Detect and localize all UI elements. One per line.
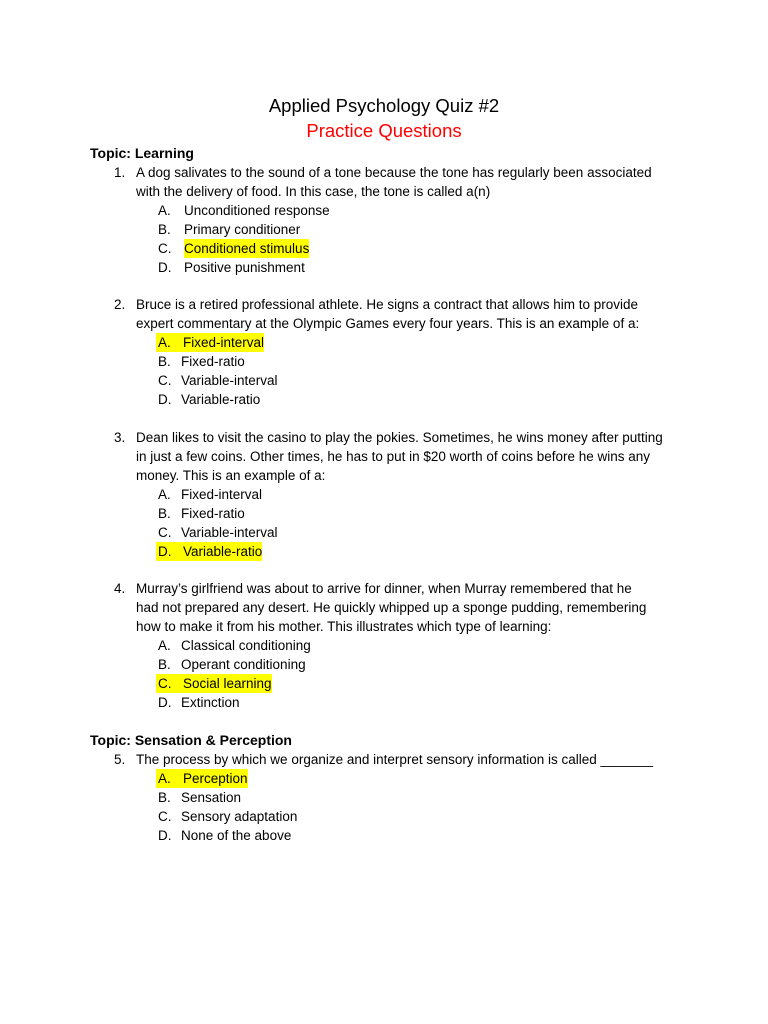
- option-c-correct: [0, 239, 768, 258]
- question-text-line: Dean likes to visit the casino to play the pokies. Sometimes, he wins money after putting: [136, 430, 663, 445]
- question-text-line: Bruce is a retired professional athlete. He signs a contract that allows him to provide: [136, 297, 638, 312]
- option-letter: D.: [158, 828, 172, 843]
- option-c-correct: [0, 674, 768, 693]
- question-text-line: in just a few coins. Other times, he has to put in $20 worth of coins before he wins any: [136, 449, 651, 464]
- question-text-line: money. This is an example of a:: [136, 468, 326, 483]
- option-text: Sensation: [181, 790, 242, 805]
- option-letter: A.: [158, 335, 171, 350]
- option-text: Classical conditioning: [181, 638, 311, 653]
- option-text: Sensory adaptation: [181, 809, 298, 824]
- option-text: Fixed-ratio: [181, 354, 245, 369]
- option-text: Positive punishment: [184, 260, 305, 275]
- question-3: [0, 428, 768, 561]
- option-text: Primary conditioner: [184, 222, 301, 237]
- question-number: 1.: [114, 165, 126, 180]
- question-5: [0, 750, 768, 845]
- option-text: Variable-interval: [181, 373, 278, 388]
- question-text-line: A dog salivates to the sound of a tone because the tone has regularly been associated: [136, 165, 652, 180]
- option-text: Variable-ratio: [181, 392, 261, 407]
- option-text: Unconditioned response: [184, 203, 330, 218]
- option-c: [0, 807, 768, 826]
- option-text: None of the above: [181, 828, 292, 843]
- topic-heading-learning: Topic: Learning: [90, 145, 194, 161]
- option-text-highlighted: Conditioned stimulus: [184, 241, 310, 256]
- option-letter: D.: [158, 544, 172, 559]
- option-a: [0, 636, 768, 655]
- option-text: Variable-interval: [181, 525, 278, 540]
- option-d: [0, 258, 768, 277]
- option-b: [0, 788, 768, 807]
- option-c: [0, 371, 768, 390]
- option-letter: D.: [158, 392, 172, 407]
- option-letter: A.: [158, 771, 171, 786]
- question-text-line: expert commentary at the Olympic Games every four years. This is an example of a:: [136, 316, 640, 331]
- option-d: [0, 693, 768, 712]
- option-letter: B.: [158, 657, 171, 672]
- page-title: Applied Psychology Quiz #2: [268, 95, 500, 116]
- option-letter: A.: [158, 203, 171, 218]
- option-c: [0, 523, 768, 542]
- option-text-highlighted: Social learning: [183, 676, 272, 691]
- option-text: Fixed-interval: [181, 487, 263, 502]
- question-4: [0, 579, 768, 712]
- option-b: [0, 504, 768, 523]
- question-number: 2.: [114, 297, 126, 312]
- question-number: 3.: [114, 430, 126, 445]
- option-text-highlighted: Variable-ratio: [183, 544, 263, 559]
- option-letter: B.: [158, 506, 171, 521]
- option-letter: C.: [158, 676, 172, 691]
- option-letter: C.: [158, 241, 172, 256]
- option-a: [0, 485, 768, 504]
- option-letter: A.: [158, 487, 171, 502]
- topic-heading-sensation-perception: Topic: Sensation & Perception: [90, 732, 292, 748]
- option-letter: D.: [158, 260, 172, 275]
- question-1: [0, 163, 768, 277]
- question-text-line: Murray’s girlfriend was about to arrive for dinner, when Murray remembered that he: [136, 581, 632, 596]
- option-letter: C.: [158, 373, 172, 388]
- option-letter: B.: [158, 790, 171, 805]
- option-letter: A.: [158, 638, 171, 653]
- option-letter: B.: [158, 354, 171, 369]
- option-text-highlighted: Fixed-interval: [183, 335, 265, 350]
- option-letter: B.: [158, 222, 171, 237]
- question-number: 4.: [114, 581, 126, 596]
- question-text-line: how to make it from his mother. This illustrates which type of learning:: [136, 619, 552, 634]
- question-text-line: with the delivery of food. In this case, the tone is called a(n): [136, 184, 491, 199]
- option-d: [0, 390, 768, 409]
- option-d-correct: [0, 542, 768, 561]
- option-text: Extinction: [181, 695, 240, 710]
- option-highlight: [156, 333, 264, 352]
- option-letter: D.: [158, 695, 172, 710]
- option-letter: C.: [158, 525, 172, 540]
- option-text-highlighted: Perception: [183, 771, 248, 786]
- option-text: Fixed-ratio: [181, 506, 245, 521]
- question-2: [0, 295, 768, 409]
- question-text-line: had not prepared any desert. He quickly whipped up a sponge pudding, remembering: [136, 600, 647, 615]
- option-b: [0, 220, 768, 239]
- question-text-line: The process by which we organize and interpret sensory information is called _______: [136, 752, 654, 767]
- option-b: [0, 352, 768, 371]
- option-highlight: [156, 769, 248, 788]
- page-subtitle: Practice Questions: [306, 120, 462, 141]
- option-a-correct: [0, 333, 768, 352]
- option-d: [0, 826, 768, 845]
- option-b: [0, 655, 768, 674]
- question-number: 5.: [114, 752, 126, 767]
- option-a: [0, 201, 768, 220]
- option-highlight: [156, 542, 262, 561]
- option-letter: C.: [158, 809, 172, 824]
- option-a-correct: [0, 769, 768, 788]
- option-highlight: [156, 674, 272, 693]
- option-text: Operant conditioning: [181, 657, 306, 672]
